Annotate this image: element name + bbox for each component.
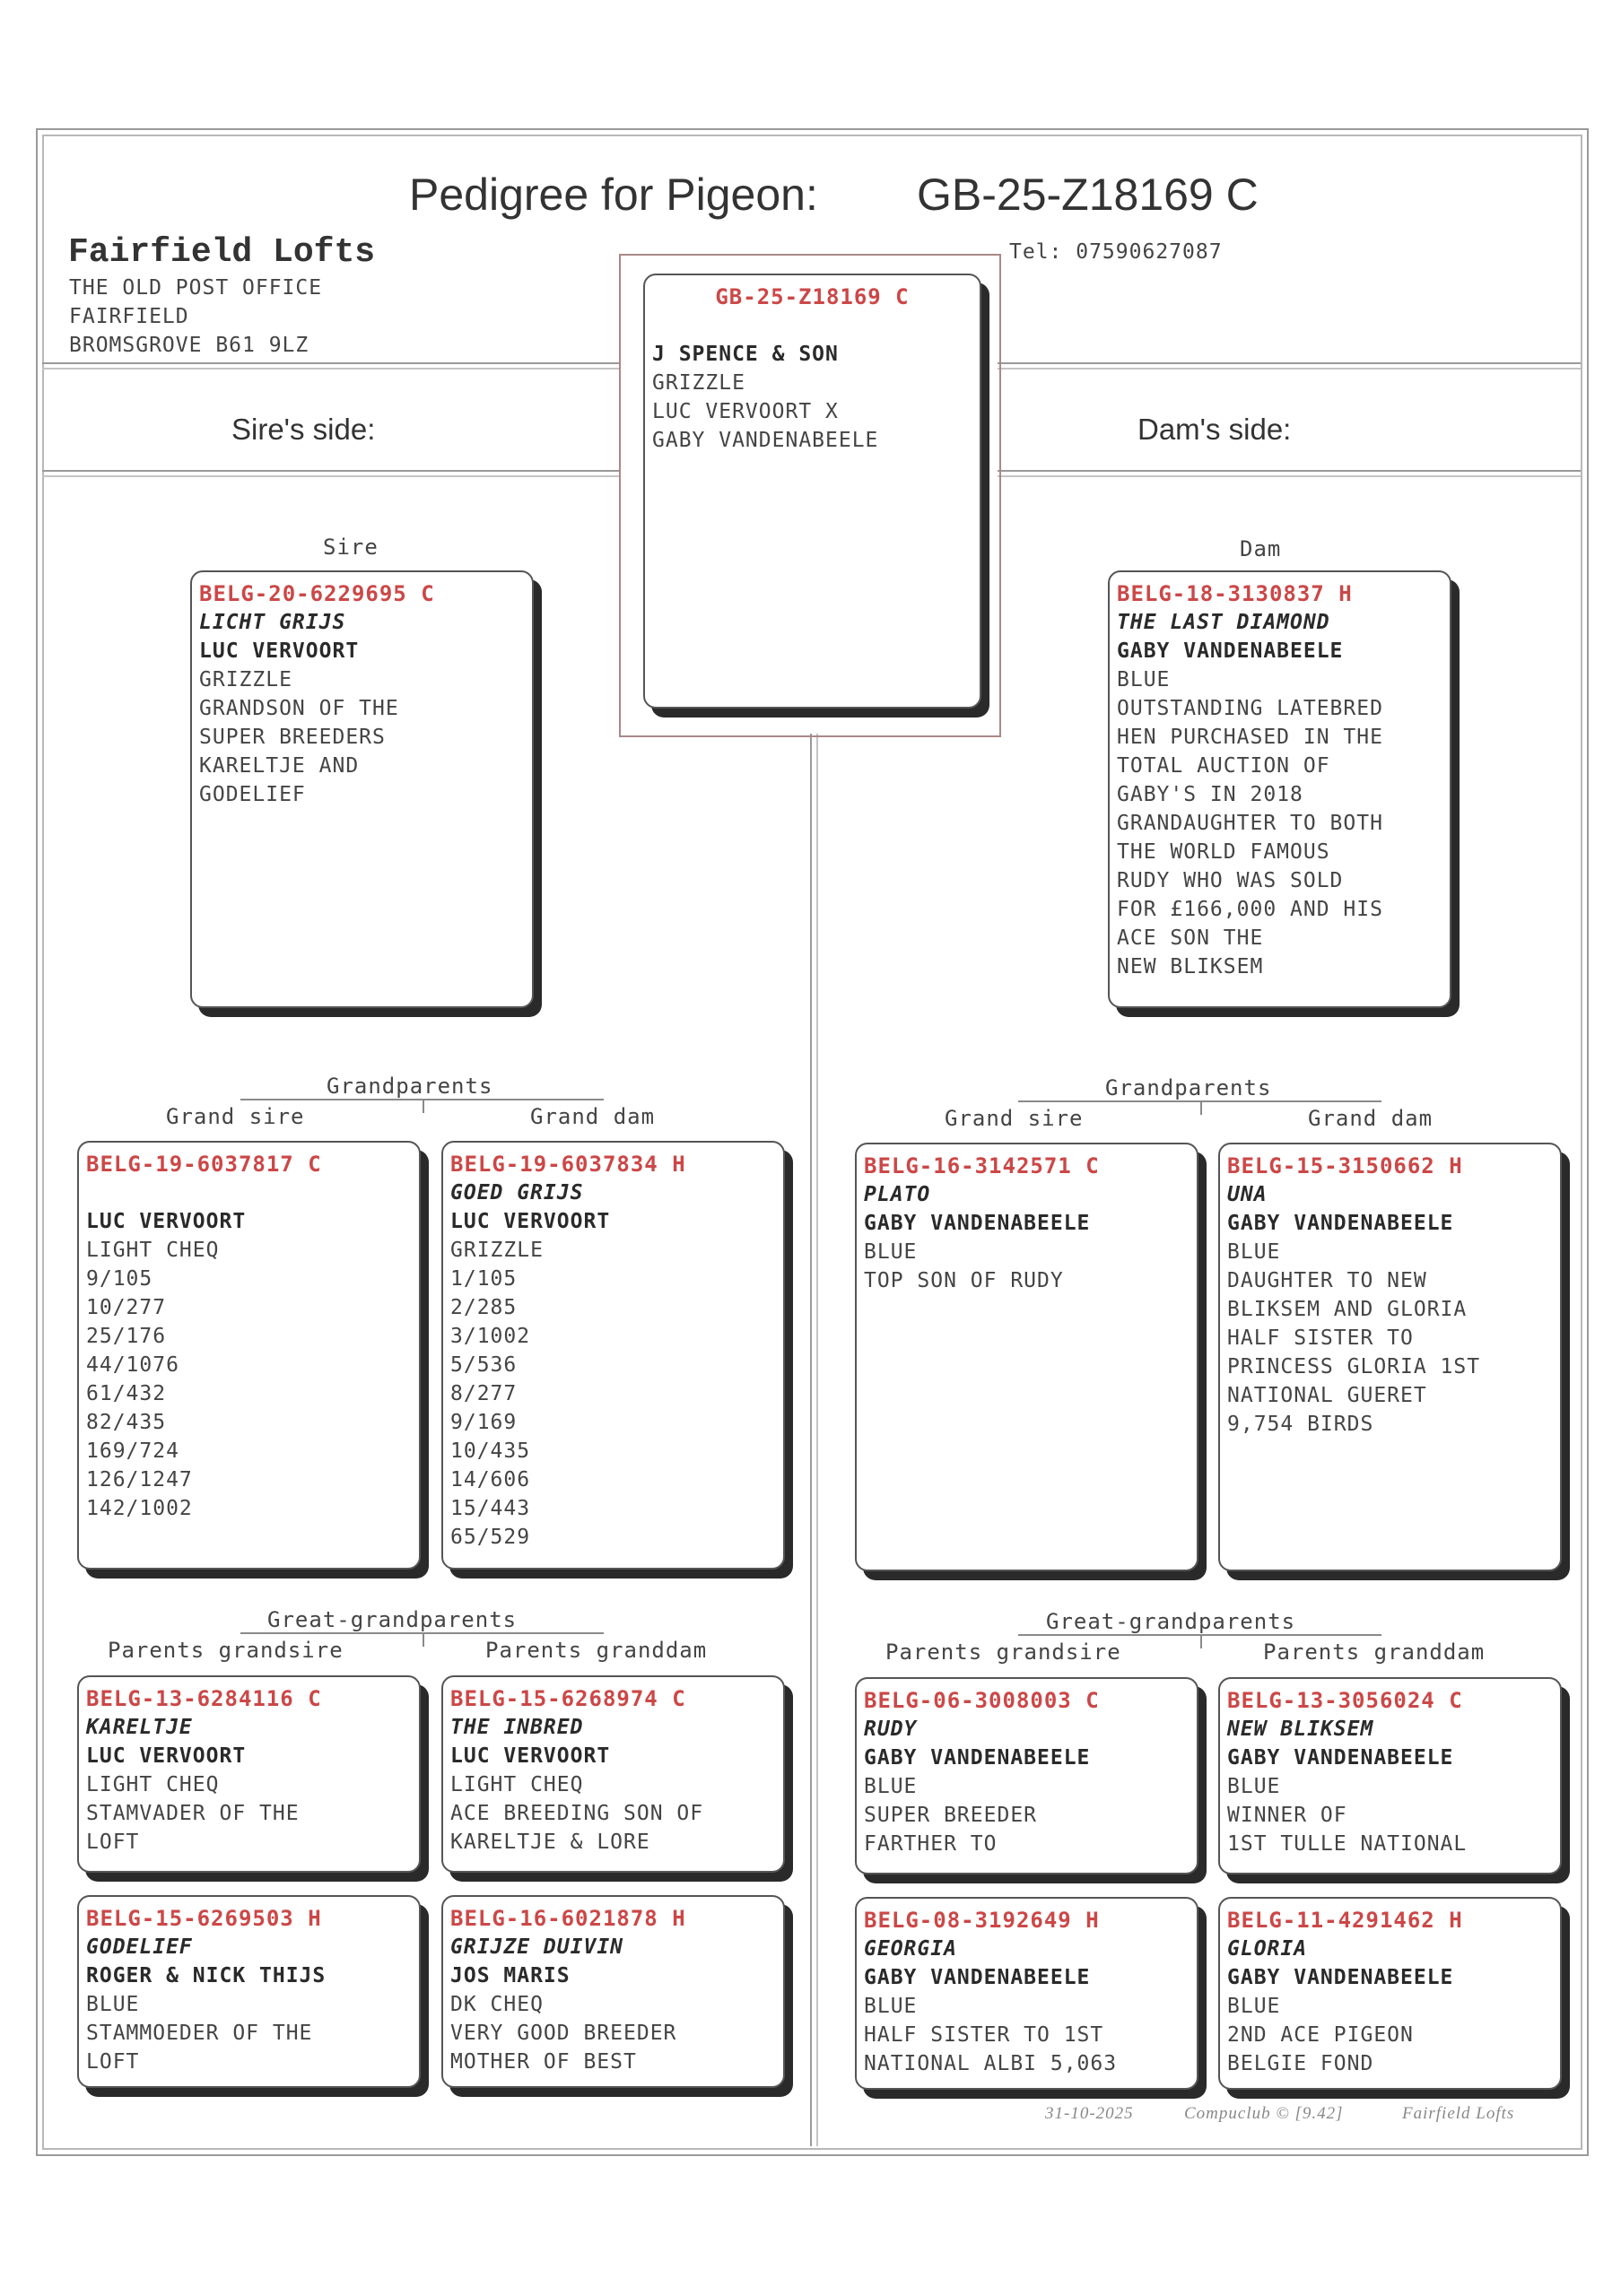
sire-card (190, 570, 534, 1008)
ring-number: BELG-11-4291462 H (1227, 1908, 1463, 1933)
ggp-card-6 (441, 1895, 785, 2088)
breeder-name: GABY VANDENABEELE (1227, 1212, 1454, 1235)
card-text-line: GRIZZLE (652, 371, 745, 395)
card-text-line: BELGIE FOND (1227, 2052, 1374, 2075)
page-title-ring: GB-25-Z18169 C (917, 170, 1259, 220)
card-text-line: 5/536 (450, 1353, 518, 1377)
card-text-line: RUDY WHO WAS SOLD (1117, 869, 1344, 892)
card-text-line: NATIONAL GUERET (1227, 1384, 1427, 1407)
dam-card (1108, 570, 1451, 1008)
card-text-line: 61/432 (86, 1382, 167, 1405)
card-text-line: LOFT (86, 1831, 140, 1854)
blank-line (652, 311, 972, 340)
ring-number: BELG-15-6269503 H (86, 1906, 322, 1931)
card-text-line: 44/1076 (86, 1353, 179, 1377)
card-text-line: 10/435 (450, 1439, 531, 1463)
pigeon-name: GLORIA (1227, 1937, 1308, 1961)
grand-sire-card-sire-side (77, 1141, 421, 1570)
card-text-line: TOP SON OF RUDY (864, 1269, 1064, 1292)
card-text-line: 142/1002 (86, 1497, 193, 1520)
card-text-line: 82/435 (86, 1411, 167, 1434)
great-grandparents-label-left: Great-grandparents (267, 1607, 518, 1632)
card-text-line: HEN PURCHASED IN THE (1117, 726, 1383, 749)
pigeon-name: NEW BLIKSEM (1227, 1718, 1374, 1741)
breeder-name: LUC VERVOORT (450, 1744, 611, 1768)
grand-dam-label-left: Grand dam (530, 1104, 656, 1129)
blank-line (86, 1178, 412, 1207)
address-line-1: THE OLD POST OFFICE (69, 276, 323, 300)
pigeon-name: GOED GRIJS (450, 1181, 584, 1205)
grand-sire-label-right: Grand sire (945, 1106, 1084, 1131)
breeder-name: GABY VANDENABEELE (864, 1212, 1091, 1235)
pigeon-name: PLATO (864, 1183, 931, 1206)
card-text-line: BLIKSEM AND GLORIA (1227, 1298, 1468, 1321)
parents-granddam-label-left: Parents granddam (485, 1638, 708, 1663)
card-text-line: BLUE (1227, 1775, 1281, 1798)
breeder-name: LUC VERVOORT (86, 1744, 247, 1768)
card-text-line: BLUE (1117, 668, 1171, 691)
card-text-line: KARELTJE & LORE (450, 1831, 650, 1854)
pigeon-name: GODELIEF (86, 1935, 193, 1959)
ggp-card-8 (1218, 1897, 1562, 2090)
subject-card (643, 274, 981, 709)
card-text-line: ACE BREEDING SON OF (450, 1802, 704, 1825)
ring-number: BELG-20-6229695 C (199, 581, 435, 606)
card-text-line: GABY'S IN 2018 (1117, 783, 1303, 806)
card-text-line: BLUE (864, 1240, 918, 1264)
parents-granddam-label-right: Parents granddam (1263, 1639, 1486, 1665)
pigeon-name: RUDY (864, 1718, 918, 1741)
card-text-line: 9/169 (450, 1411, 518, 1434)
ggp-card-2 (441, 1675, 785, 1873)
card-text-line: OUTSTANDING LATEBRED (1117, 697, 1383, 720)
pigeon-name: KARELTJE (86, 1716, 193, 1739)
side-divider-left (42, 470, 619, 472)
card-text-line: STAMMOEDER OF THE (86, 2022, 313, 2045)
card-text-line: LOFT (86, 2050, 140, 2074)
card-text-line: NEW BLIKSEM (1117, 955, 1264, 978)
card-text-line: LIGHT CHEQ (86, 1239, 220, 1262)
card-text-line: 1/105 (450, 1267, 518, 1291)
card-text-line: LIGHT CHEQ (450, 1773, 584, 1796)
card-text-line: MOTHER OF BEST (450, 2050, 637, 2074)
footer-loft: Fairfield Lofts (1402, 2104, 1515, 2123)
footer-date: 31-10-2025 (1045, 2104, 1134, 2123)
card-text-line: DK CHEQ (450, 1993, 544, 2016)
ring-number: BELG-19-6037834 H (450, 1152, 686, 1177)
card-text-line: 1ST TULLE NATIONAL (1227, 1832, 1468, 1856)
ring-number: BELG-13-6284116 C (86, 1686, 322, 1711)
card-text-line: FARTHER TO (864, 1832, 998, 1856)
card-text-line: 2ND ACE PIGEON (1227, 2023, 1414, 2047)
card-text-line: GRANDAUGHTER TO BOTH (1117, 812, 1383, 835)
card-text-line: GRANDSON OF THE (199, 697, 399, 720)
card-text-line: GODELIEF (199, 783, 306, 806)
card-text-line: 9/105 (86, 1267, 153, 1291)
card-text-line: STAMVADER OF THE (86, 1802, 300, 1825)
pigeon-name: GRIJZE DUIVIN (450, 1935, 624, 1959)
card-text-line: BLUE (864, 1995, 918, 2018)
great-grandparents-label-right: Great-grandparents (1046, 1609, 1296, 1634)
grandparents-label-right: Grandparents (1105, 1075, 1272, 1100)
card-text-line: BLUE (864, 1775, 918, 1798)
card-text-line: KARELTJE AND (199, 754, 360, 778)
footer-software: Compuclub © [9.42] (1184, 2104, 1344, 2123)
card-text-line: SUPER BREEDER (864, 1804, 1038, 1827)
parents-grandsire-label-right: Parents grandsire (885, 1639, 1121, 1665)
pigeon-name: THE INBRED (450, 1716, 584, 1739)
card-text-line: VERY GOOD BREEDER (450, 2022, 677, 2045)
ring-number: BELG-18-3130837 H (1117, 581, 1353, 606)
card-text-line: TOTAL AUCTION OF (1117, 754, 1330, 778)
address-line-3: BROMSGROVE B61 9LZ (69, 334, 309, 357)
card-text-line: LUC VERVOORT X (652, 400, 839, 423)
card-text-line: GRIZZLE (450, 1239, 544, 1262)
card-text-line: WINNER OF (1227, 1804, 1347, 1827)
grand-sire-label-left: Grand sire (166, 1104, 305, 1129)
card-text-line: 3/1002 (450, 1325, 531, 1348)
sire-label: Sire (323, 535, 379, 560)
ring-number: BELG-16-3142571 C (864, 1153, 1100, 1178)
ring-number: BELG-19-6037817 C (86, 1152, 322, 1177)
card-text-line: HALF SISTER TO (1227, 1326, 1414, 1350)
dams-side-label: Dam's side: (1137, 413, 1292, 446)
pigeon-name: UNA (1227, 1183, 1268, 1206)
telephone: Tel: 07590627087 (1009, 240, 1223, 264)
grand-dam-card-dam-side (1218, 1143, 1562, 1571)
ring-number: BELG-06-3008003 C (864, 1688, 1100, 1713)
side-divider-left-2 (42, 475, 619, 477)
grand-dam-card-sire-side (441, 1141, 785, 1570)
sires-side-label: Sire's side: (231, 413, 376, 446)
ring-number: BELG-08-3192649 H (864, 1908, 1100, 1933)
card-text-line: 10/277 (86, 1296, 167, 1319)
pigeon-name: THE LAST DIAMOND (1117, 611, 1330, 634)
breeder-name: LUC VERVOORT (86, 1210, 247, 1233)
breeder-name: GABY VANDENABEELE (1227, 1746, 1454, 1770)
card-text-line: NATIONAL ALBI 5,063 (864, 2052, 1118, 2075)
breeder-name: GABY VANDENABEELE (864, 1966, 1091, 1989)
ring-number: GB-25-Z18169 C (715, 284, 910, 309)
center-divider-2 (816, 734, 818, 2146)
ring-number: BELG-13-3056024 C (1227, 1688, 1463, 1713)
header-divider-right-2 (998, 368, 1581, 370)
card-text-line: 65/529 (450, 1526, 531, 1549)
card-text-line: ACE SON THE (1117, 926, 1264, 950)
card-text-line: SUPER BREEDERS (199, 726, 386, 749)
card-text-line: LIGHT CHEQ (86, 1773, 220, 1796)
card-text-line: BLUE (86, 1993, 140, 2016)
ggp-card-4 (1218, 1677, 1562, 1874)
card-text-line: 14/606 (450, 1468, 531, 1492)
card-text-line: BLUE (1227, 1995, 1281, 2018)
ring-number: BELG-16-6021878 H (450, 1906, 686, 1931)
grand-dam-label-right: Grand dam (1308, 1106, 1434, 1131)
pigeon-name: GEORGIA (864, 1937, 957, 1961)
ring-number: BELG-15-3150662 H (1227, 1153, 1463, 1178)
card-text-line: 169/724 (86, 1439, 179, 1463)
center-divider (810, 734, 812, 2146)
breeder-name: JOS MARIS (450, 1964, 571, 1987)
header-divider-right (998, 362, 1581, 364)
breeder-name: GABY VANDENABEELE (864, 1746, 1091, 1770)
page-title-prefix: Pedigree for Pigeon: (409, 170, 818, 220)
dam-label: Dam (1240, 536, 1282, 561)
card-text-line: 15/443 (450, 1497, 531, 1520)
card-text-line: PRINCESS GLORIA 1ST (1227, 1355, 1481, 1378)
ggp-card-3 (855, 1677, 1198, 1874)
card-text-line: 126/1247 (86, 1468, 193, 1492)
breeder-name: ROGER & NICK THIJS (86, 1964, 327, 1987)
ggp-card-5 (77, 1895, 421, 2088)
card-text-line: 2/285 (450, 1296, 518, 1319)
card-text-line: 25/176 (86, 1325, 167, 1348)
ggp-card-7 (855, 1897, 1198, 2090)
header-divider-left-2 (42, 368, 619, 370)
ring-number: BELG-15-6268974 C (450, 1686, 686, 1711)
card-text-line: GRIZZLE (199, 668, 292, 691)
breeder-name: GABY VANDENABEELE (1117, 639, 1344, 663)
card-text-line: HALF SISTER TO 1ST (864, 2023, 1104, 2047)
card-text-line: THE WORLD FAMOUS (1117, 840, 1330, 864)
card-text-line: GABY VANDENABEELE (652, 429, 879, 452)
header-divider-left (42, 362, 619, 364)
card-text-line: BLUE (1227, 1240, 1281, 1264)
card-text-line: FOR £166,000 AND HIS (1117, 898, 1383, 921)
side-divider-right (998, 470, 1581, 472)
loft-name: Fairfield Lofts (68, 233, 376, 272)
pigeon-name: LICHT GRIJS (199, 611, 346, 634)
ggp-card-1 (77, 1675, 421, 1873)
breeder-name: LUC VERVOORT (450, 1210, 611, 1233)
grand-sire-card-dam-side (855, 1143, 1198, 1571)
breeder-name: GABY VANDENABEELE (1227, 1966, 1454, 1989)
parents-grandsire-label-left: Parents grandsire (108, 1638, 344, 1663)
card-text-line: 8/277 (450, 1382, 518, 1405)
card-text-line: 9,754 BIRDS (1227, 1413, 1374, 1436)
address-line-2: FAIRFIELD (69, 305, 189, 328)
breeder-name: J SPENCE & SON (652, 343, 839, 366)
card-text-line: DAUGHTER TO NEW (1227, 1269, 1427, 1292)
side-divider-right-2 (998, 475, 1581, 477)
grandparents-label-left: Grandparents (327, 1074, 493, 1099)
breeder-name: LUC VERVOORT (199, 639, 360, 663)
